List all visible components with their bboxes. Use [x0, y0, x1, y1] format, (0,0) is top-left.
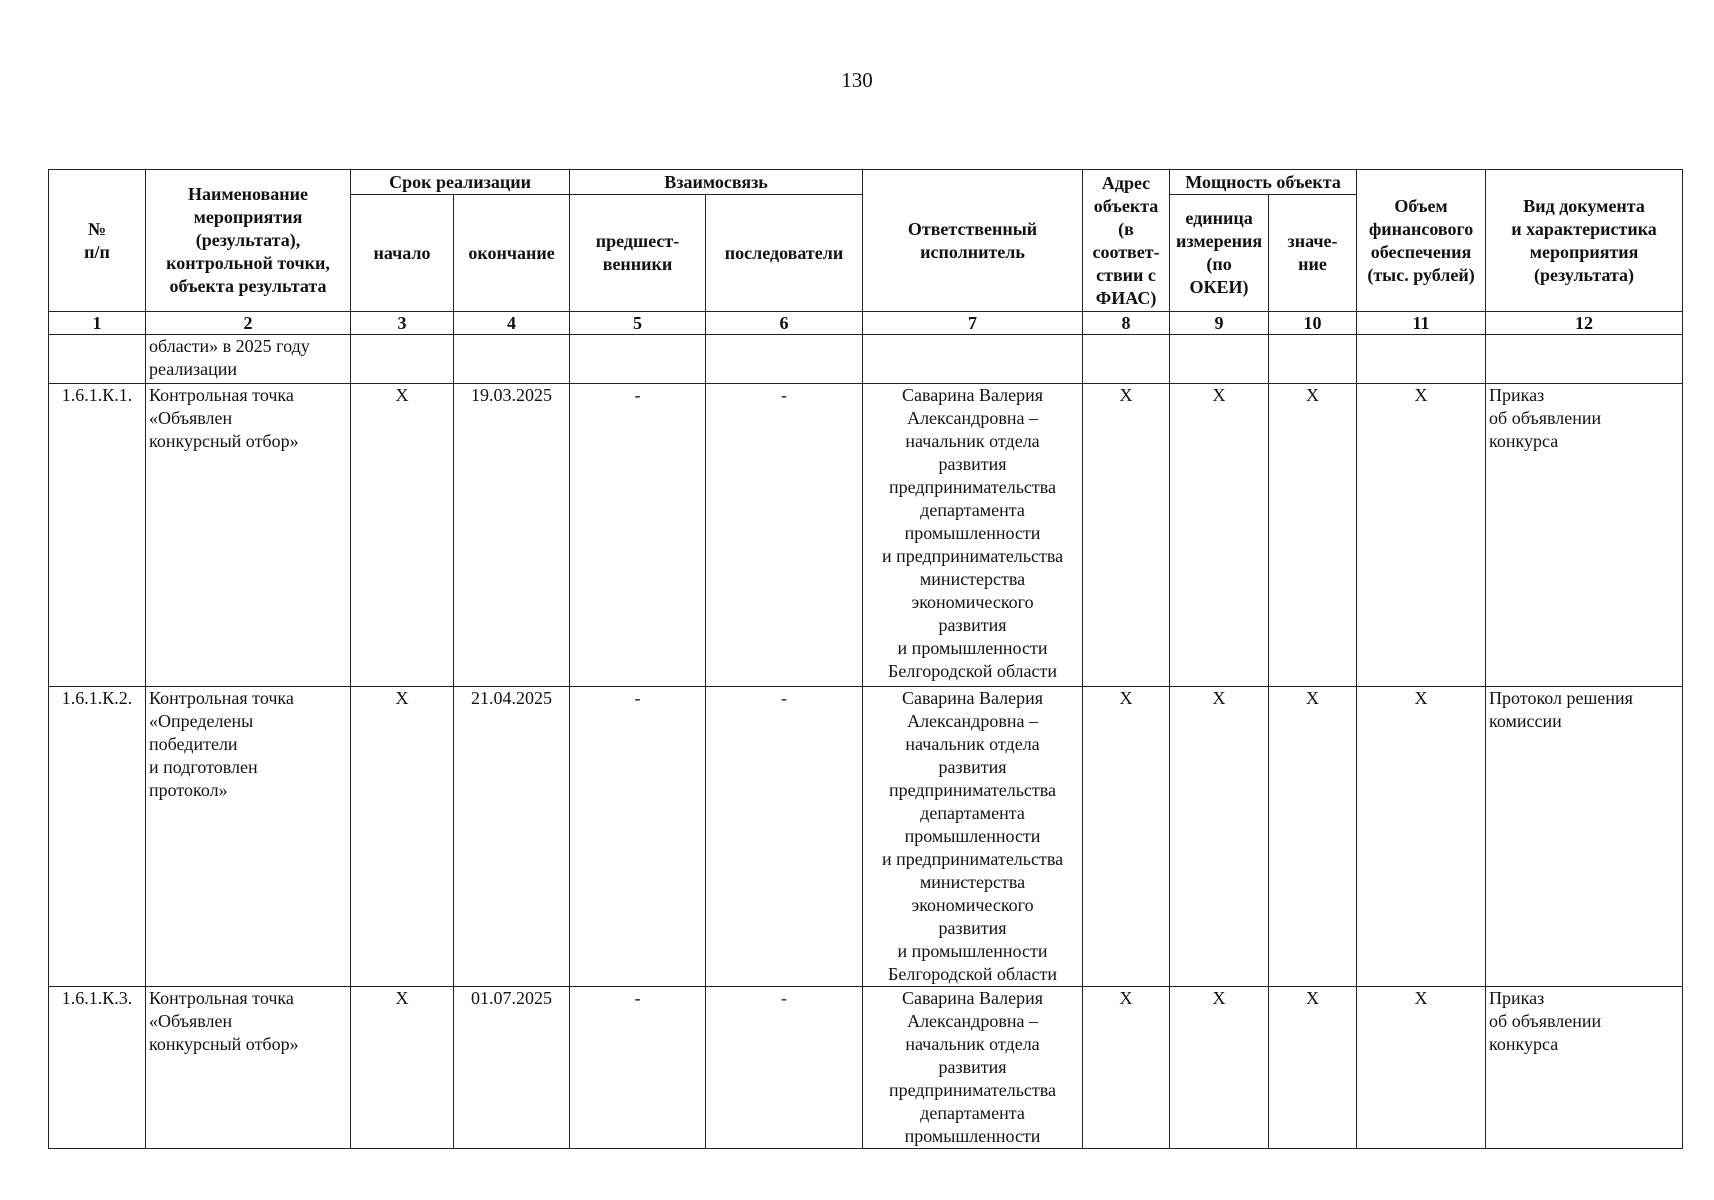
table-row — [49, 384, 1683, 687]
table-row — [49, 687, 1683, 987]
header-link-next: последователи — [706, 195, 863, 312]
cell-executor: Саварина Валерия Александровна – начальник отдела развития предпринимательства департамента промышленности — [863, 987, 1083, 1149]
header-link-prev: предшест- венники — [570, 195, 706, 312]
header-address: Адрес объекта (в соответ- ствии с ФИАС) — [1083, 170, 1170, 312]
cell-unit: X — [1170, 384, 1269, 687]
header-num: № п/п — [49, 170, 146, 312]
cell-unit: X — [1170, 687, 1269, 987]
cell-doc: Протокол решения комиссии — [1486, 687, 1683, 987]
header-link-group: Взаимосвязь — [570, 170, 863, 195]
cell-next — [706, 335, 863, 384]
cell-next: - — [706, 987, 863, 1149]
column-number: 9 — [1170, 312, 1269, 335]
header-cap-value: значе- ние — [1269, 195, 1357, 312]
cell-address: X — [1083, 384, 1170, 687]
cell-end: 01.07.2025 — [454, 987, 570, 1149]
page-number: 130 — [841, 68, 873, 92]
cell-address: X — [1083, 687, 1170, 987]
cell-end: 21.04.2025 — [454, 687, 570, 987]
cell-name: Контрольная точка «Определены победители и подготовлен протокол» — [146, 687, 351, 987]
cell-value — [1269, 335, 1357, 384]
cell-finance: X — [1357, 384, 1486, 687]
header-term-end: окончание — [454, 195, 570, 312]
cell-address — [1083, 335, 1170, 384]
header-capacity-group: Мощность объекта — [1170, 170, 1357, 195]
cell-value: X — [1269, 384, 1357, 687]
table-row — [49, 987, 1683, 1149]
column-number: 1 — [49, 312, 146, 335]
header-doc: Вид документа и характеристика мероприятия (результата) — [1486, 170, 1683, 312]
cell-num: 1.6.1.К.2. — [49, 687, 146, 987]
cell-start — [351, 335, 454, 384]
header-term-group: Срок реализации — [351, 170, 570, 195]
cell-doc: Приказ об объявлении конкурса — [1486, 987, 1683, 1149]
header-row-groups — [49, 170, 1683, 195]
cell-value: X — [1269, 987, 1357, 1149]
cell-unit: X — [1170, 987, 1269, 1149]
column-number: 5 — [570, 312, 706, 335]
cell-end — [454, 335, 570, 384]
column-number: 8 — [1083, 312, 1170, 335]
column-number: 6 — [706, 312, 863, 335]
cell-start: X — [351, 987, 454, 1149]
cell-finance — [1357, 335, 1486, 384]
cell-next: - — [706, 384, 863, 687]
column-number: 3 — [351, 312, 454, 335]
cell-name: Контрольная точка «Объявлен конкурсный отбор» — [146, 384, 351, 687]
cell-end: 19.03.2025 — [454, 384, 570, 687]
cell-prev: - — [570, 987, 706, 1149]
cell-doc — [1486, 335, 1683, 384]
column-number-row — [49, 312, 1683, 335]
header-term-start: начало — [351, 195, 454, 312]
column-number: 10 — [1269, 312, 1357, 335]
cell-name: Контрольная точка «Объявлен конкурсный отбор» — [146, 987, 351, 1149]
table-row-continuation — [49, 335, 1683, 384]
header-cap-unit: единица измерения (по ОКЕИ) — [1170, 195, 1269, 312]
cell-num — [49, 335, 146, 384]
cell-executor: Саварина Валерия Александровна – начальник отдела развития предпринимательства департамента промышленности и предпринимательства министерства экономического развития и промышленности Белгородской области — [863, 384, 1083, 687]
cell-value: X — [1269, 687, 1357, 987]
column-number: 11 — [1357, 312, 1486, 335]
cell-finance: X — [1357, 987, 1486, 1149]
cell-finance: X — [1357, 687, 1486, 987]
header-finance: Объем финансового обеспечения (тыс. рублей) — [1357, 170, 1486, 312]
cell-next: - — [706, 687, 863, 987]
cell-doc: Приказ об объявлении конкурса — [1486, 384, 1683, 687]
header-name: Наименование мероприятия (результата), контрольной точки, объекта результата — [146, 170, 351, 312]
column-number: 4 — [454, 312, 570, 335]
cell-prev — [570, 335, 706, 384]
cell-start: X — [351, 384, 454, 687]
cell-address: X — [1083, 987, 1170, 1149]
cell-prev: - — [570, 687, 706, 987]
column-number: 12 — [1486, 312, 1683, 335]
cell-prev: - — [570, 384, 706, 687]
plan-table — [48, 169, 1683, 1149]
cell-start: X — [351, 687, 454, 987]
cell-num: 1.6.1.К.1. — [49, 384, 146, 687]
cell-executor: Саварина Валерия Александровна – начальник отдела развития предпринимательства департамента промышленности и предпринимательства министерства экономического развития и промышленности Белгородской области — [863, 687, 1083, 987]
cell-num: 1.6.1.К.3. — [49, 987, 146, 1149]
cell-unit — [1170, 335, 1269, 384]
column-number: 7 — [863, 312, 1083, 335]
cell-name: области» в 2025 году реализации — [146, 335, 351, 384]
column-number: 2 — [146, 312, 351, 335]
cell-executor — [863, 335, 1083, 384]
header-executor: Ответственный исполнитель — [863, 170, 1083, 312]
